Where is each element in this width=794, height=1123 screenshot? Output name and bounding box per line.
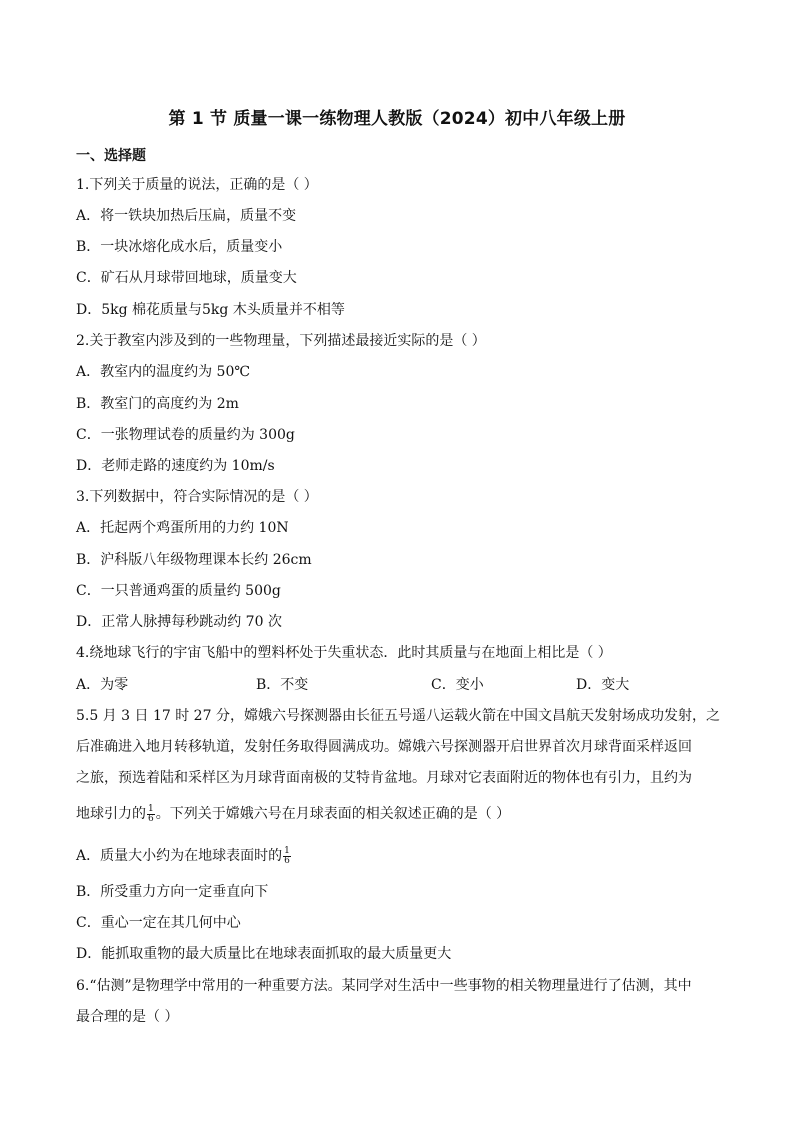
section-heading: 一、选择题: [76, 148, 146, 164]
fraction-one-sixth: [147, 805, 155, 824]
question-5-line-4-prefix: 地球引力的: [76, 806, 146, 822]
question-5-option-a-text: A．质量大小约为在地球表面时的: [76, 848, 283, 864]
question-1-option-c: C．矿石从月球带回地球，质量变大: [76, 270, 297, 286]
question-1-option-d: D．5kg 棉花质量与5kg 木头质量并不相等: [76, 302, 345, 318]
question-4-stem: 4.绕地球飞行的宇宙飞船中的塑料杯处于失重状态．此时其质量与在地面上相比是（ ）: [76, 645, 612, 661]
question-2-option-a: A．教室内的温度约为 50℃: [76, 364, 251, 380]
question-6-line-2: 最合理的是（ ）: [76, 1009, 179, 1025]
question-3-option-d: D．正常人脉搏每秒跳动约 70 次: [76, 614, 282, 630]
question-2-stem: 2.关于教室内涉及到的一些物理量，下列描述最接近实际的是（ ）: [76, 333, 486, 349]
question-4-option-a: A．为零: [76, 677, 129, 693]
question-5-option-c: C．重心一定在其几何中心: [76, 915, 241, 931]
question-5-line-2: 后准确进入地月转移轨道，发射任务取得圆满成功。嫦娥六号探测器开启世界首次月球背面采样返回: [76, 739, 692, 755]
option-a-fraction-denominator: 6: [284, 855, 290, 866]
question-5-option-b: B．所受重力方向一定垂直向下: [76, 884, 269, 900]
question-2-option-d: D．老师走路的速度约为 10m/s: [76, 458, 275, 474]
fraction-numerator: 1: [148, 803, 154, 814]
question-5-option-d: D．能抓取重物的最大质量比在地球表面抓取的最大质量更大: [76, 946, 452, 962]
question-5-line-1: 5.5 月 3 日 17 时 27 分，嫦娥六号探测器由长征五号遥八运载火箭在中国文昌航天发射场成功发射，之: [76, 708, 720, 724]
question-1-option-b: B．一块冰熔化成水后，质量变小: [76, 239, 283, 255]
question-5-line-3: 之旅，预选着陆和采样区为月球背面南极的艾特肯盆地。月球对它表面附近的物体也有引力，且约为: [76, 770, 692, 786]
question-5-option-a: [76, 846, 726, 866]
option-a-fraction-one-sixth: [283, 847, 291, 866]
document-title: 第 1 节 质量一课一练物理人教版（2024）初中八年级上册: [168, 109, 626, 129]
question-3-option-a: A．托起两个鸡蛋所用的力约 10N: [76, 520, 289, 536]
question-4-option-b: B．不变: [256, 677, 309, 693]
question-2-option-b: B．教室门的高度约为 2m: [76, 396, 239, 412]
question-1-option-a: A．将一铁块加热后压扁，质量不变: [76, 208, 297, 224]
question-3-option-b: B．沪科版八年级物理课本长约 26cm: [76, 552, 312, 568]
option-a-fraction-numerator: 1: [284, 845, 290, 856]
question-5-line-4-suffix: 。下列关于嫦娥六号在月球表面的相关叙述正确的是（ ）: [155, 806, 511, 822]
question-4-option-d: D．变大: [576, 677, 630, 693]
question-1-stem: 1.下列关于质量的说法，正确的是（ ）: [76, 177, 318, 193]
question-3-option-c: C．一只普通鸡蛋的质量约 500g: [76, 583, 281, 599]
question-6-line-1: 6.“估测”是物理学中常用的一种重要方法。某同学对生活中一些事物的相关物理量进行了估测，其中: [76, 978, 692, 994]
question-2-option-c: C．一张物理试卷的质量约为 300g: [76, 427, 295, 443]
question-5-line-4: [76, 804, 726, 824]
question-4-option-c: C．变小: [431, 677, 484, 693]
fraction-denominator: 6: [148, 813, 154, 824]
question-3-stem: 3.下列数据中，符合实际情况的是（ ）: [76, 489, 318, 505]
